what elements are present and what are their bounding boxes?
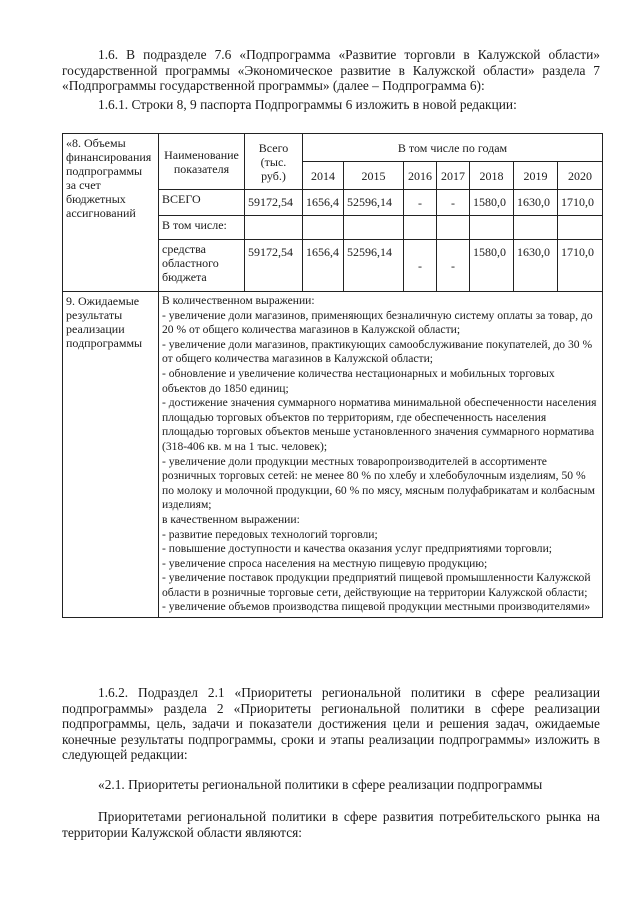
col-name-header: Наименование показателя <box>159 134 245 190</box>
results-line: В количественном выражении: <box>162 294 315 307</box>
col-total-header: Всего (тыс. руб.) <box>245 134 303 190</box>
paragraph-1-6-1: 1.6.1. Строки 8, 9 паспорта Подпрограммы 6 изложить в новой редакции: <box>98 97 517 112</box>
results-line: - увеличение поставок продукции предприятий пищевой промышленности Калужской области в розничные торговые сети, действующие на территории Калужской области; <box>162 571 591 599</box>
row-value <box>303 216 344 240</box>
passport-table <box>62 133 603 618</box>
row-value: - <box>404 240 437 292</box>
row-value: - <box>437 240 470 292</box>
results-line: - обновление и увеличение количества нестационарных и мобильных торговых объектов до 1850 единиц; <box>162 366 555 395</box>
row-value: - <box>404 190 437 216</box>
year-header: 2014 <box>303 162 344 190</box>
row-value: 1656,4 <box>303 190 344 216</box>
row-value: 1630,0 <box>514 190 558 216</box>
row-name: средства областного бюджета <box>159 240 245 292</box>
section-title: «2.1. Приоритеты региональной политики в сфере реализации подпрограммы <box>98 777 543 792</box>
row9-label: 9. Ожидаемые результаты реализации подпрограммы <box>63 292 159 618</box>
results-line: - развитие передовых технологий торговли; <box>162 527 378 541</box>
results-line: - достижение значения суммарного норматива минимальной обеспеченности населения площадью торговых объектов по территориям, где обеспеченность населения площадью торговых объектов меньше установленного значения суммарного норматива (318-406 кв. м на 1 тыс. человек); <box>162 396 597 453</box>
row-name: ВСЕГО <box>159 190 245 216</box>
row-value: - <box>437 190 470 216</box>
year-header: 2019 <box>514 162 558 190</box>
row-value: 52596,14 <box>344 240 404 292</box>
paragraph-1-6: 1.6. В подразделе 7.6 «Подпрограмма «Развитие торговли в Калужской области» государственной программы «Экономическое развитие в Калужской области» раздела 7 «Подпрограммы государственной программы» (далее – Подпрограмма 6): <box>62 47 600 93</box>
row-value <box>558 216 603 240</box>
row9-results <box>159 292 603 618</box>
row-total <box>245 216 303 240</box>
row-value: 1580,0 <box>470 190 514 216</box>
row-value <box>437 216 470 240</box>
year-header: 2016 <box>404 162 437 190</box>
year-header: 2020 <box>558 162 603 190</box>
results-line: в качественном выражении: <box>162 512 300 526</box>
row-value <box>514 216 558 240</box>
row-value: 1580,0 <box>470 240 514 292</box>
results-line: - увеличение доли магазинов, практикующих самообслуживание покупателей, до 30 % от общего количества магазинов в Калужской области; <box>162 337 593 366</box>
row-name: В том числе: <box>159 216 245 240</box>
paragraph-1-6-2: 1.6.2. Подраздел 2.1 «Приоритеты региональной политики в сфере реализации подпрограммы» раздела 2 «Приоритеты региональной политики в сфере реализации подпрограммы, цель, задачи и показатели достижения цели и решения задач, ожидаемые конечные результаты подпрограммы, сроки и этапы реализации подпрограммы» изложить в следующей редакции: <box>62 685 600 762</box>
row-value: 1630,0 <box>514 240 558 292</box>
row-value: 52596,14 <box>344 190 404 216</box>
row-value <box>404 216 437 240</box>
year-header: 2015 <box>344 162 404 190</box>
year-header: 2017 <box>437 162 470 190</box>
row-value: 1710,0 <box>558 190 603 216</box>
years-header: В том числе по годам <box>303 134 603 162</box>
table-row <box>63 292 603 618</box>
results-line: - увеличение доли продукции местных товаропроизводителей в ассортименте розничных торговых сетей: не менее 80 % по хлебу и хлебобулочным изделиям, 50 % по молоку и молочной продукции, 60 % по мясу, мясным полуфабрикатам и колбасным изделиям; <box>162 454 595 512</box>
row-value: 1710,0 <box>558 240 603 292</box>
priority-paragraph: Приоритетами региональной политики в сфере развития потребительского рынка на территории Калужской области являются: <box>62 809 600 840</box>
year-header: 2018 <box>470 162 514 190</box>
row-value <box>344 216 404 240</box>
row-value <box>470 216 514 240</box>
results-line: - увеличение доли магазинов, применяющих безналичную систему оплаты за товар, до 20 % от общего количества магазинов в Калужской области; <box>162 308 593 337</box>
row-total: 59172,54 <box>245 190 303 216</box>
row-total: 59172,54 <box>245 240 303 292</box>
row8-label: «8. Объемы финансирования подпрограммы за счет бюджетных ассигнований <box>63 134 159 292</box>
results-line: - увеличение спроса населения на местную пищевую продукцию; <box>162 556 488 570</box>
row-value: 1656,4 <box>303 240 344 292</box>
results-line: - увеличение объемов производства пищевой продукции местными производителями» <box>162 600 591 614</box>
results-line: - повышение доступности и качества оказания услуг предприятиями торговли; <box>162 542 553 556</box>
